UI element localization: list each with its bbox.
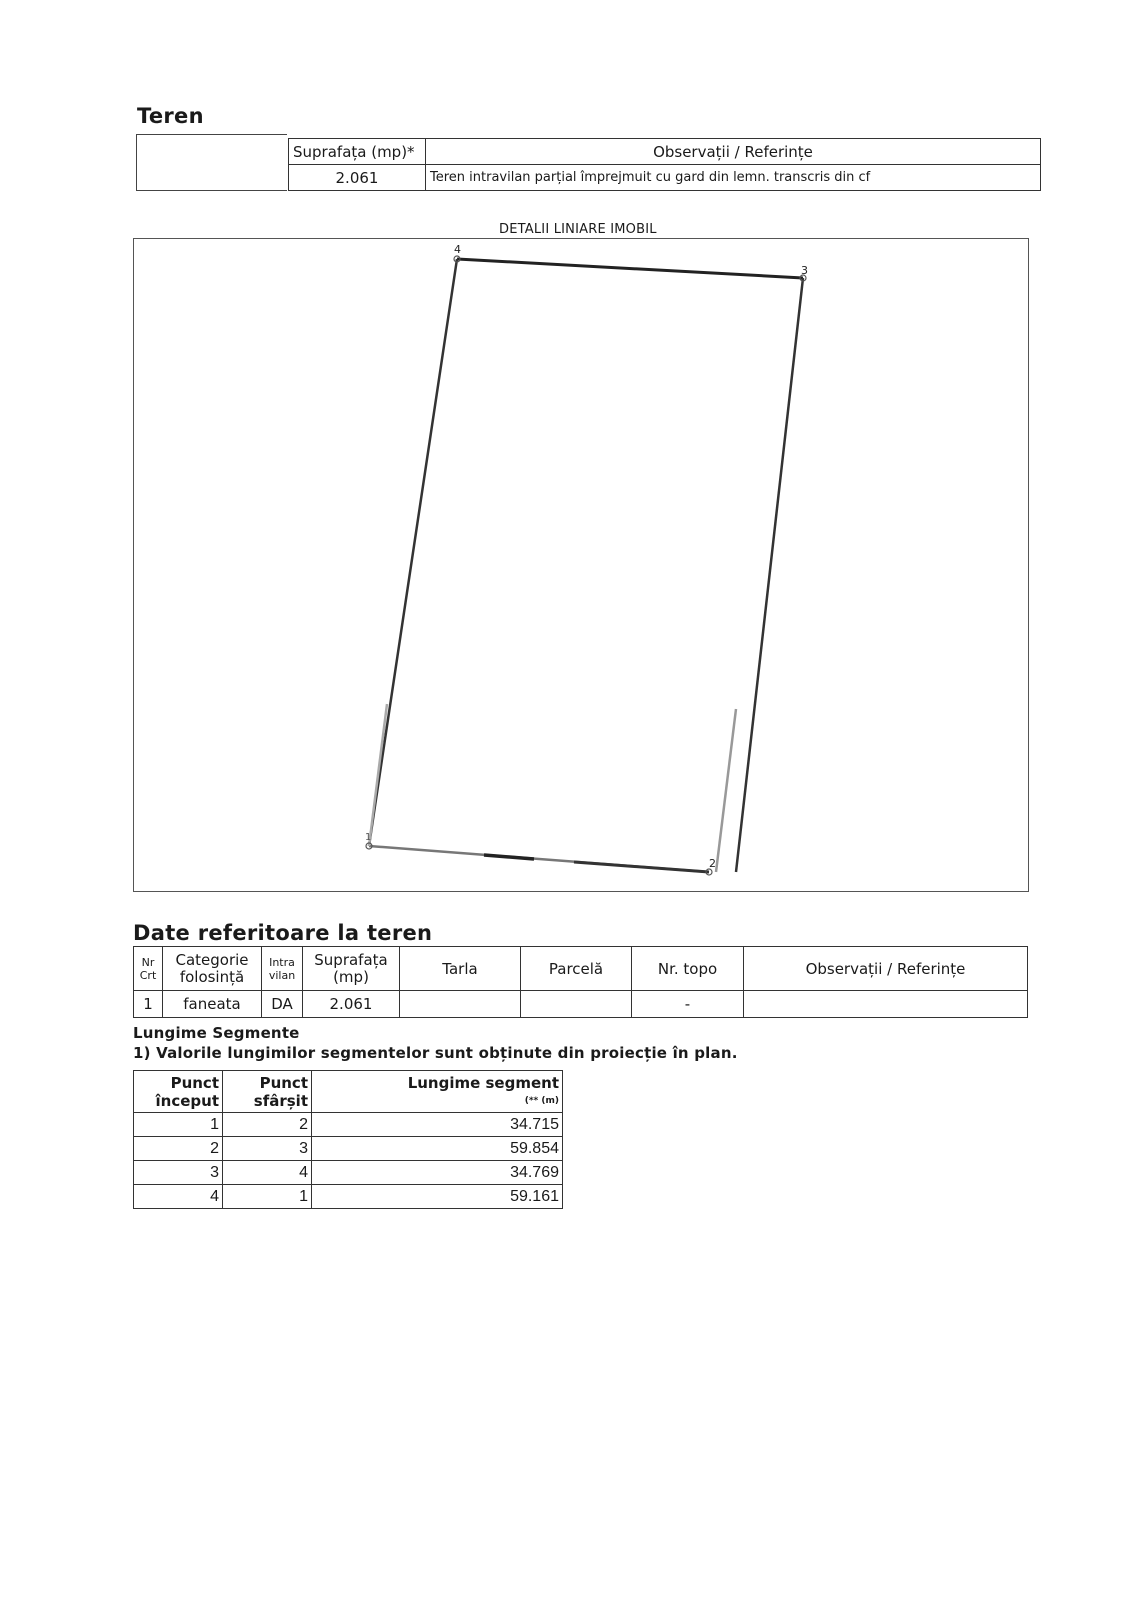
table-row <box>134 991 1028 1018</box>
teren-bracket <box>136 134 287 191</box>
plan-box <box>133 238 1029 892</box>
col-nr-topo: Nr. topo <box>632 947 744 991</box>
table-row <box>134 1113 563 1137</box>
col-intra-vilan: Intra vilan <box>262 947 303 991</box>
cell-lungime: 59.854 <box>312 1137 563 1161</box>
col-lungime-label: Lungime segment <box>407 1073 559 1092</box>
cell-inceput: 4 <box>134 1185 223 1209</box>
segmente-table <box>133 1070 563 1209</box>
cell-sfarsit: 4 <box>223 1161 312 1185</box>
cell-parcela <box>521 991 632 1018</box>
cell-intravilan: DA <box>262 991 303 1018</box>
point-4-label: 4 <box>454 243 461 256</box>
cell-nr: 1 <box>134 991 163 1018</box>
point-2-label: 2 <box>709 857 716 870</box>
cell-categorie: faneata <box>163 991 262 1018</box>
cell-observatii <box>744 991 1028 1018</box>
cell-tarla <box>400 991 521 1018</box>
cell-lungime: 34.715 <box>312 1113 563 1137</box>
table-row <box>134 1161 563 1185</box>
teren-table <box>288 138 1041 191</box>
table-row <box>134 1137 563 1161</box>
plan-caption: DETALII LINIARE IMOBIL <box>499 222 657 237</box>
col-observatii: Observații / Referințe <box>744 947 1028 991</box>
segment-1-2-dark <box>484 855 534 859</box>
col-punct-sfarsit: Punct sfârșit <box>223 1071 312 1113</box>
segment-2-3-faded <box>716 709 736 872</box>
teren-suprafata-value: 2.061 <box>289 165 426 191</box>
cell-inceput: 2 <box>134 1137 223 1161</box>
col-suprafata: Suprafața (mp) <box>303 947 400 991</box>
col-categorie: Categorie folosință <box>163 947 262 991</box>
segmente-title: Lungime Segmente <box>133 1024 300 1042</box>
cell-inceput: 3 <box>134 1161 223 1185</box>
segment-3-4 <box>457 259 803 278</box>
cell-inceput: 1 <box>134 1113 223 1137</box>
segment-2-3 <box>736 278 803 872</box>
table-row <box>134 1185 563 1209</box>
segment-4-1-faded <box>369 704 387 846</box>
cell-sfarsit: 1 <box>223 1185 312 1209</box>
col-punct-inceput: Punct început <box>134 1071 223 1113</box>
parcel-plan <box>134 239 1028 891</box>
col-nr-crt: Nr Crt <box>134 947 163 991</box>
cell-lungime: 59.161 <box>312 1185 563 1209</box>
teren-observatii-value: Teren intravilan parțial împrejmuit cu gard din lemn. transcris din cf <box>426 165 1041 191</box>
cell-sfarsit: 3 <box>223 1137 312 1161</box>
cell-nr-topo: - <box>632 991 744 1018</box>
teren-col-suprafata: Suprafața (mp)* <box>289 139 426 165</box>
point-1-label: 1 <box>365 832 372 843</box>
cell-lungime: 34.769 <box>312 1161 563 1185</box>
date-teren-title: Date referitoare la teren <box>133 921 433 945</box>
segment-4-1 <box>369 259 457 846</box>
segmente-note: 1) Valorile lungimilor segmentelor sunt obținute din proiecție în plan. <box>133 1044 738 1062</box>
cell-suprafata: 2.061 <box>303 991 400 1018</box>
point-3-label: 3 <box>801 264 808 277</box>
col-tarla: Tarla <box>400 947 521 991</box>
segment-1-2-dark-b <box>574 862 709 872</box>
col-lungime <box>312 1071 563 1113</box>
date-teren-table <box>133 946 1028 1018</box>
teren-col-observatii: Observații / Referințe <box>426 139 1041 165</box>
teren-title: Teren <box>137 104 204 128</box>
col-parcela: Parcelă <box>521 947 632 991</box>
col-lungime-unit: (** (m) <box>524 1095 559 1106</box>
cell-sfarsit: 2 <box>223 1113 312 1137</box>
